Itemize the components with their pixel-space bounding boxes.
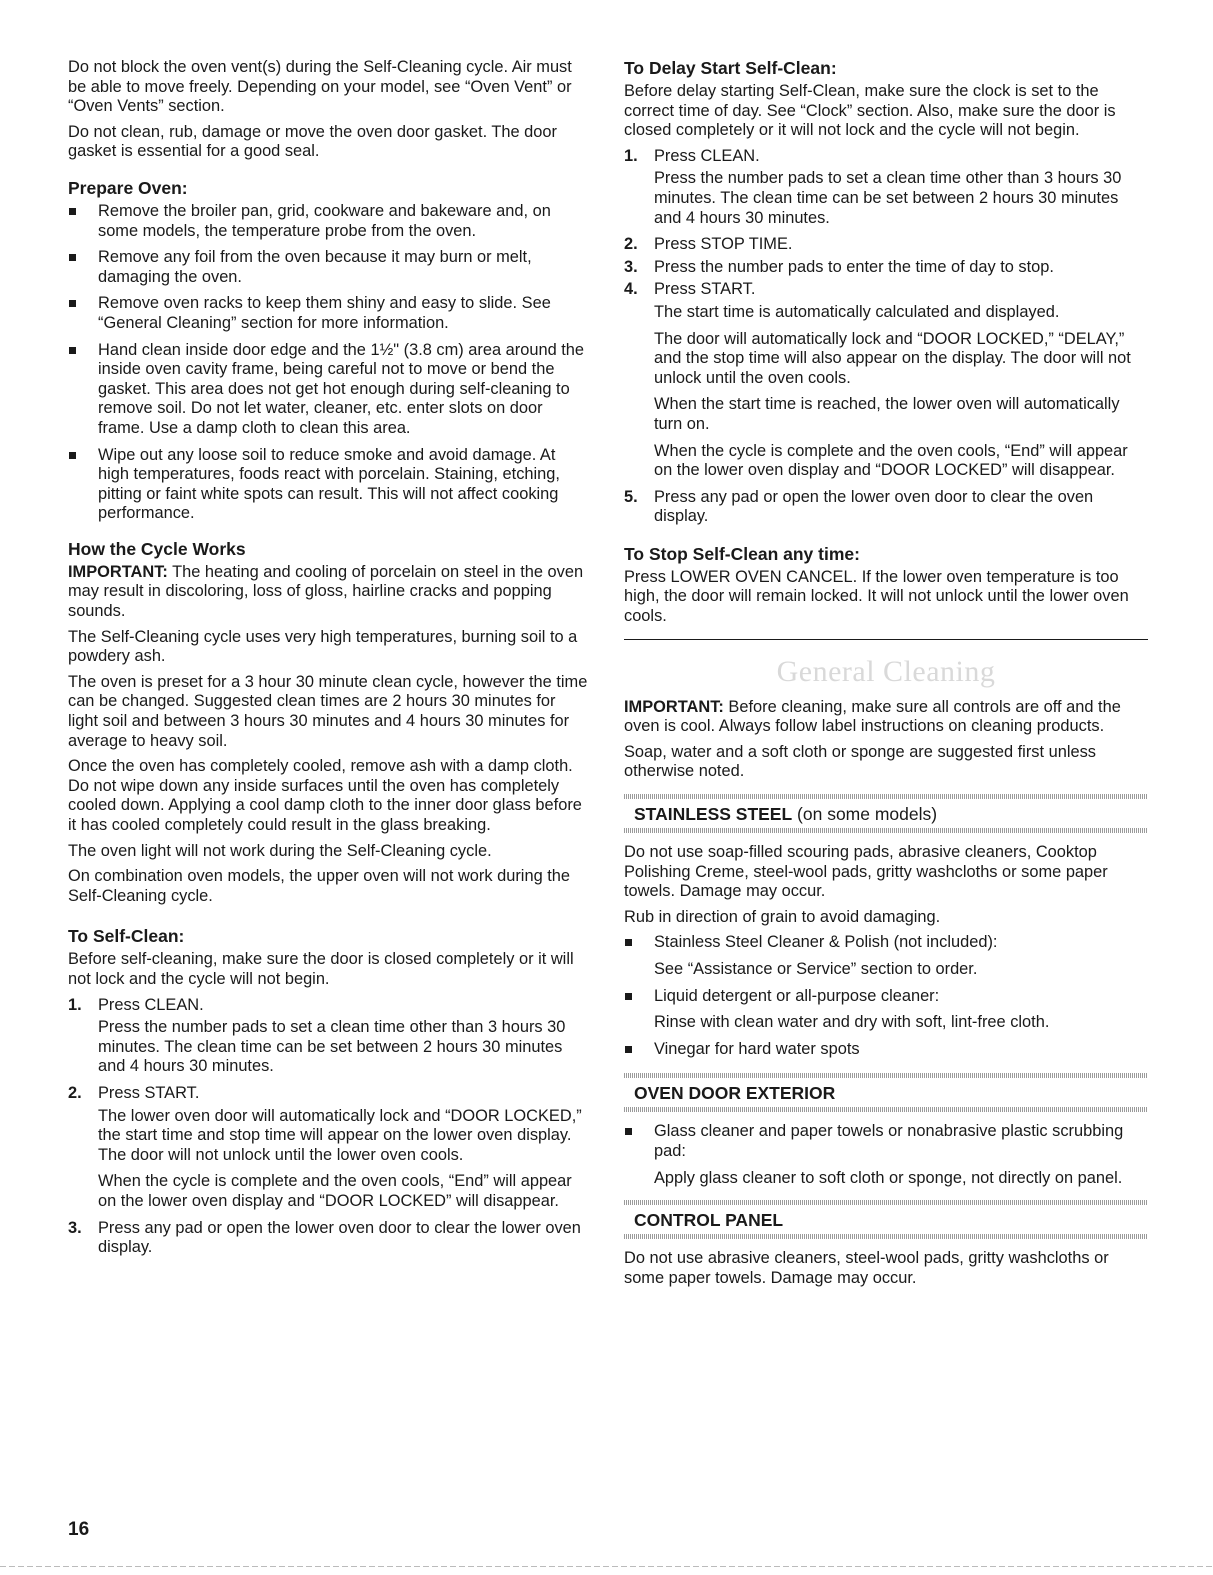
delay-intro: Before delay starting Self-Clean, make sure the clock is set to the correct time of day. See “Clock” section. Also, make sure the door is closed completely or it will not lock and the cycle will not begin. — [624, 82, 1116, 140]
general-important — [624, 698, 1148, 737]
step-item — [624, 488, 1148, 527]
hatch-divider — [624, 1234, 1148, 1239]
paragraph: The Self-Cleaning cycle uses very high temperatures, burning soil to a powdery ash. — [68, 627, 578, 666]
step-detail: The lower oven door will automatically lock and “DOOR LOCKED,” the start time and stop time will appear on the lower oven display. The door will not unlock until the lower oven cools. — [98, 1106, 582, 1164]
list-item: Remove any foil from the oven because it may burn or melt, damaging the oven. — [68, 248, 588, 287]
banner-title — [624, 1078, 1148, 1107]
general-cleaning-title: General Cleaning — [776, 654, 996, 688]
important-text: Before cleaning, make sure all controls are off and the oven is cool. Always follow label instructions on cleaning products. — [624, 697, 1121, 736]
step-number: 1. — [68, 995, 82, 1014]
step-item — [68, 1084, 588, 1104]
delay-start-heading: To Delay Start Self-Clean: — [624, 58, 837, 78]
step-number: 2. — [68, 1083, 82, 1102]
banner-title-bold: CONTROL PANEL — [634, 1210, 784, 1231]
prepare-oven-heading: Prepare Oven: — [68, 177, 188, 198]
step-detail: The door will automatically lock and “DOOR LOCKED,” “DELAY,” and the stop time will also appear on the display. The door will not unlock until the oven cools. — [654, 329, 1131, 387]
list-item: Stainless Steel Cleaner & Polish (not included): — [624, 933, 1148, 953]
list-item: Remove oven racks to keep them shiny and easy to slide. See “General Cleaning” section for more information. — [68, 294, 588, 333]
paragraph: The oven light will not work during the Self-Cleaning cycle. — [68, 841, 492, 860]
important-text: The heating and cooling of porcelain on steel in the oven may result in discoloring, loss of gloss, hairline cracks and popping sounds. — [68, 562, 584, 621]
list-item: Hand clean inside door edge and the 1½" (3.8 cm) area around the inside oven cavity frame, being careful not to move or bend the gasket. This area does not get hot enough during self-cleaning to remove soil. Do not let water, cleaner, etc. enter slots on door frame. Use a damp cloth to clean this area. — [68, 341, 588, 439]
control-panel-text: Do not use abrasive cleaners, steel-wool pads, gritty washcloths or some paper towels. Damage may occur. — [624, 1249, 1109, 1287]
banner-title-rest: (on some models) — [792, 804, 938, 825]
paragraph: On combination oven models, the upper oven will not work during the Self-Cleaning cycle. — [68, 867, 571, 905]
list-item: Wipe out any loose soil to reduce smoke and avoid damage. At high temperatures, foods react with porcelain. Staining, etching, pitting or faint white spots can result. This will not affect cooking performance. — [68, 446, 588, 524]
section-divider — [624, 639, 1148, 640]
list-item-detail: Apply glass cleaner to soft cloth or sponge, not directly on panel. — [654, 1168, 1123, 1187]
list-item: Liquid detergent or all-purpose cleaner: — [624, 987, 1148, 1007]
step-detail: The start time is automatically calculated and displayed. — [654, 302, 1060, 321]
step-item — [624, 147, 1148, 167]
stainless-grain: Rub in direction of grain to avoid damaging. — [624, 907, 941, 926]
step-item — [624, 280, 1148, 300]
vent-warning: Do not block the oven vent(s) during the Self-Cleaning cycle. Air must be able to move freely. Depending on your model, see “Oven Vent” or “Oven Vents” section. — [68, 58, 572, 116]
paragraph: Once the oven has completely cooled, remove ash with a damp cloth. Do not wipe down any inside surfaces until the oven has completely cooled down. Applying a cool damp cloth to the inner door glass before it has cooled completely could result in the glass breaking. — [68, 757, 582, 834]
step-detail: When the cycle is complete and the oven cools, “End” will appear on the lower oven display and “DOOR LOCKED” will disappear. — [654, 441, 1128, 480]
right-column — [624, 58, 1148, 1294]
stop-text: Press LOWER OVEN CANCEL. If the lower oven temperature is too high, the door will remain locked. It will not unlock until the lower oven cools. — [624, 567, 1129, 626]
hatch-divider — [624, 1107, 1148, 1112]
step-item — [624, 258, 1148, 278]
soap-note: Soap, water and a soft cloth or sponge are suggested first unless otherwise noted. — [624, 742, 1096, 781]
step-item — [624, 235, 1148, 255]
step-text: Press any pad or open the lower oven door to clear the oven display. — [654, 487, 1094, 526]
to-self-clean-heading: To Self-Clean: — [68, 926, 185, 947]
step-detail: When the cycle is complete and the oven cools, “End” will appear on the lower oven display and “DOOR LOCKED” will disappear. — [98, 1172, 572, 1210]
step-text: Press any pad or open the lower oven door to clear the lower oven display. — [98, 1218, 581, 1257]
list-item: Remove the broiler pan, grid, cookware and bakeware and, on some models, the temperature probe from the oven. — [68, 202, 588, 241]
step-number: 1. — [624, 146, 638, 165]
step-detail: When the start time is reached, the lower oven will automatically turn on. — [654, 395, 1120, 433]
step-text: Press CLEAN. — [98, 995, 204, 1014]
banner-title — [624, 799, 1148, 828]
step-text: Press the number pads to enter the time of day to stop. — [654, 257, 1054, 276]
hatch-divider — [624, 828, 1148, 833]
self-clean-intro: Before self-cleaning, make sure the door is closed completely or it will not lock and the cycle will not begin. — [68, 950, 574, 988]
left-column — [68, 58, 588, 1261]
step-number: 5. — [624, 487, 638, 506]
step-text: Press START. — [654, 280, 756, 299]
list-item-detail: Rinse with clean water and dry with soft, lint-free cloth. — [654, 1013, 1050, 1032]
control-panel-banner — [624, 1200, 1148, 1239]
step-text: Press START. — [98, 1083, 200, 1102]
step-detail: Press the number pads to set a clean time other than 3 hours 30 minutes. The clean time can be set between 2 hours 30 minutes and 4 hours 30 minutes. — [654, 169, 1122, 227]
page-number: 16 — [68, 1519, 90, 1540]
step-item — [68, 996, 588, 1016]
bottom-border — [0, 1566, 1213, 1567]
step-text: Press STOP TIME. — [654, 235, 793, 254]
how-cycle-works-heading: How the Cycle Works — [68, 538, 246, 559]
banner-title-bold: STAINLESS STEEL — [634, 804, 793, 825]
important-label: IMPORTANT: — [624, 697, 724, 716]
cycle-important — [68, 563, 588, 622]
important-label: IMPORTANT: — [68, 562, 168, 581]
stainless-steel-banner — [624, 794, 1148, 833]
step-text: Press CLEAN. — [654, 146, 760, 165]
step-number: 2. — [624, 235, 638, 254]
step-item — [68, 1219, 588, 1258]
list-item-detail: See “Assistance or Service” section to order. — [654, 960, 978, 978]
banner-title — [624, 1205, 1148, 1234]
paragraph: The oven is preset for a 3 hour 30 minute clean cycle, however the time can be changed. Suggested clean times are 2 hours 30 minutes for light soil and between 3 hours 30 minutes and 4 hours 30 minutes for average to heavy soil. — [68, 672, 588, 750]
banner-title-bold: OVEN DOOR EXTERIOR — [634, 1083, 836, 1104]
stainless-warning: Do not use soap-filled scouring pads, abrasive cleaners, Cooktop Polishing Creme, steel-wool pads, gritty washcloths or some paper towels. Damage may occur. — [624, 843, 1108, 901]
list-item: Vinegar for hard water spots — [624, 1040, 1148, 1060]
step-detail: Press the number pads to set a clean time other than 3 hours 30 minutes. The clean time can be set between 2 hours 30 minutes and 4 hours 30 minutes. — [98, 1018, 566, 1076]
oven-door-exterior-banner — [624, 1073, 1148, 1112]
step-number: 3. — [68, 1218, 82, 1237]
stop-self-clean-heading: To Stop Self-Clean any time: — [624, 543, 860, 564]
step-number: 4. — [624, 280, 638, 299]
step-number: 3. — [624, 257, 638, 276]
gasket-warning: Do not clean, rub, damage or move the oven door gasket. The door gasket is essential for a good seal. — [68, 122, 557, 161]
list-item: Glass cleaner and paper towels or nonabrasive plastic scrubbing pad: — [624, 1122, 1148, 1161]
